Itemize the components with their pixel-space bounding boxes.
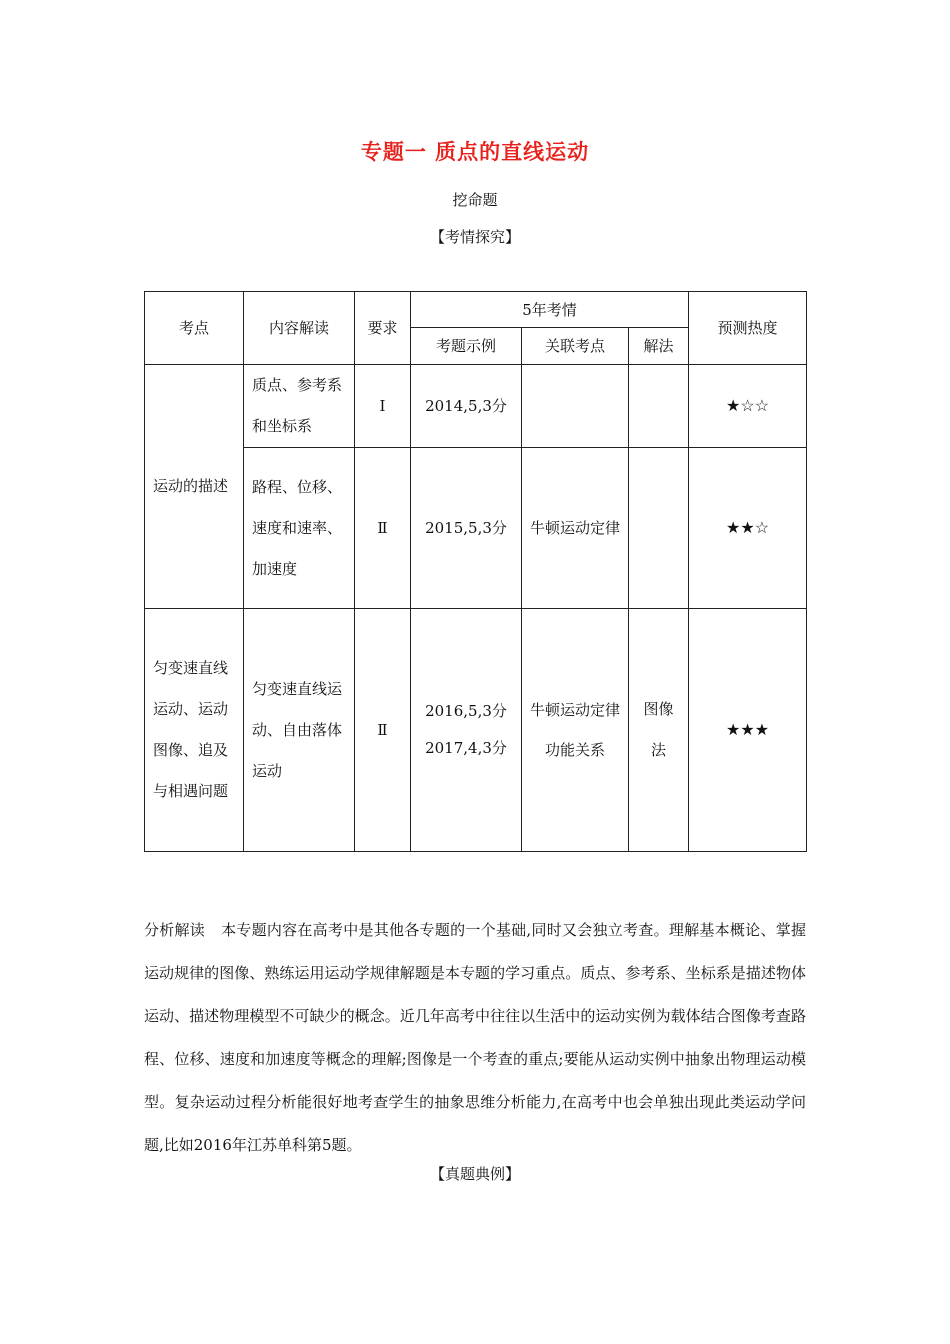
- cell-shili: 2015,5,3分: [411, 448, 522, 609]
- cell-guanlian: [522, 365, 629, 448]
- section-heading-zhenti: 【真题典例】: [429, 1165, 520, 1183]
- header-guanlian: 关联考点: [522, 328, 629, 365]
- header-five-year: 5年考情: [411, 292, 689, 328]
- cell-shili: 2014,5,3分: [411, 365, 522, 448]
- cell-shili: [411, 609, 522, 852]
- cell-jiefa: [629, 448, 689, 609]
- section-heading-kaoqing: 【考情探究】: [429, 228, 520, 246]
- cell-kaodian: 运动的描述: [145, 365, 244, 609]
- cell-guanlian: [522, 609, 629, 852]
- table-header-row: [145, 292, 807, 328]
- header-jiefa: 解法: [629, 328, 689, 365]
- cell-shili-line: 2016,5,3分: [425, 702, 507, 720]
- analysis-label: 分析解读: [144, 921, 206, 939]
- cell-yaoqiu: Ⅰ: [355, 365, 411, 448]
- header-neirong: 内容解读: [244, 292, 355, 365]
- cell-shili-line: 2017,4,3分: [425, 739, 507, 757]
- cell-neirong: 匀变速直线运动、自由落体运动: [244, 609, 355, 852]
- cell-guanlian-line: 功能关系: [544, 741, 605, 759]
- cell-neirong: 质点、参考系和坐标系: [244, 365, 355, 448]
- cell-jiefa: [629, 365, 689, 448]
- cell-guanlian-line: 牛顿运动定律: [530, 701, 621, 719]
- cell-yaoqiu: Ⅱ: [355, 609, 411, 852]
- subtitle: 挖命题: [452, 191, 498, 209]
- cell-guanlian: 牛顿运动定律: [522, 448, 629, 609]
- exam-analysis-table: [144, 291, 807, 852]
- cell-jiefa: 图像法: [629, 609, 689, 852]
- header-redu: 预测热度: [689, 292, 807, 365]
- table-row: [145, 609, 807, 852]
- page-title: 专题一 质点的直线运动: [360, 140, 590, 164]
- header-shili: 考题示例: [411, 328, 522, 365]
- cell-kaodian: 匀变速直线运动、运动图像、追及与相遇问题: [145, 609, 244, 852]
- cell-yaoqiu: Ⅱ: [355, 448, 411, 609]
- cell-neirong: 路程、位移、速度和速率、加速度: [244, 448, 355, 609]
- analysis-text: 本专题内容在高考中是其他各专题的一个基础,同时又会独立考查。理解基本概论、掌握运动规律的图像、熟练运用运动学规律解题是本专题的学习重点。质点、参考系、坐标系是描述物体运动、描述物理模型不可缺少的概念。近几年高考中往往以生活中的运动实例为载体结合图像考查路程、位移、速度和加速度等概念的理解;图像是一个考查的重点;要能从运动实例中抽象出物理运动模型。复杂运动过程分析能很好地考查学生的抽象思维分析能力,在高考中也会单独出现此类运动学问题,比如2016年江苏单科第5题。: [144, 921, 806, 1154]
- cell-redu: ★☆☆: [689, 365, 807, 448]
- header-kaodian: 考点: [145, 292, 244, 365]
- table-row: [145, 365, 807, 448]
- header-yaoqiu: 要求: [355, 292, 411, 365]
- table-row: [145, 448, 807, 609]
- cell-redu: ★★☆: [689, 448, 807, 609]
- analysis-paragraph: [144, 909, 806, 1167]
- cell-redu: ★★★: [689, 609, 807, 852]
